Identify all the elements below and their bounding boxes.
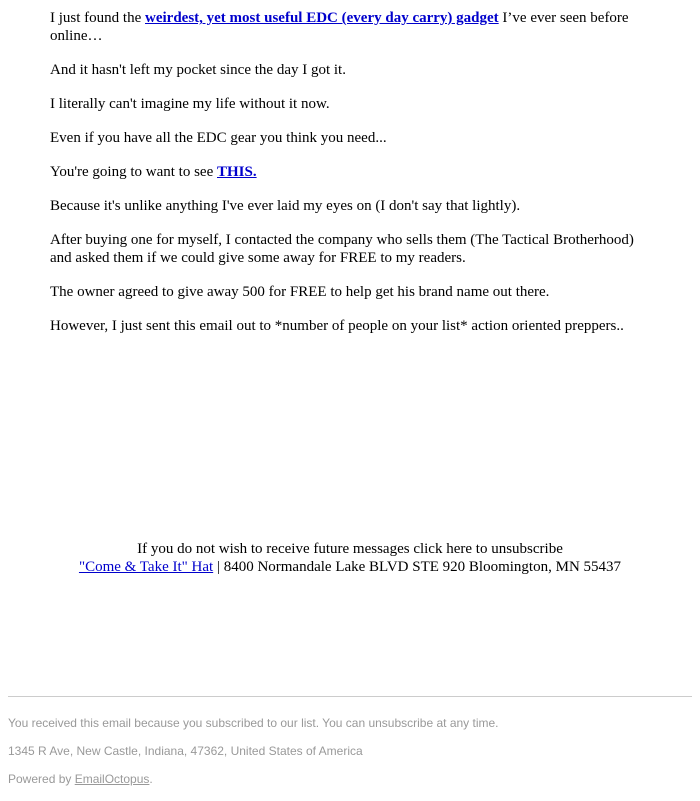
footer-address: 1345 R Ave, New Castle, Indiana, 47362, United States of America — [8, 744, 363, 758]
powered-by-prefix: Powered by — [8, 772, 75, 786]
sender-info — [0, 558, 700, 576]
paragraph-pocket: And it hasn't left my pocket since the day I got it. — [50, 62, 346, 78]
intro-text-before: I just found the — [50, 10, 145, 26]
unsubscribe-block — [0, 540, 700, 576]
see-this-text: You're going to want to see — [50, 164, 217, 180]
edc-gadget-link[interactable]: weirdest, yet most useful EDC (every day carry) gadget — [145, 10, 499, 26]
paragraph-see-this — [50, 163, 650, 181]
paragraph-buying: After buying one for myself, I contacted the company who sells them (The Tactical Brotherhood) and asked them if we could give some away for FREE to my readers. — [50, 232, 634, 266]
paragraph-unlike: Because it's unlike anything I've ever laid my eyes on (I don't say that lightly). — [50, 198, 521, 214]
footer-divider — [8, 696, 692, 697]
sender-address: | 8400 Normandale Lake BLVD STE 920 Bloomington, MN 55437 — [213, 559, 622, 575]
unsubscribe-line[interactable]: If you do not wish to receive future messages click here to unsubscribe — [137, 541, 563, 557]
email-body — [50, 9, 650, 351]
hat-link[interactable]: "Come & Take It" Hat — [78, 559, 214, 575]
powered-by-suffix: . — [149, 772, 153, 786]
powered-by — [8, 772, 692, 786]
paragraph-owner: The owner agreed to give away 500 for FREE to help get his brand name out there. — [50, 284, 550, 300]
paragraph-gear: Even if you have all the EDC gear you think you need... — [50, 130, 387, 146]
this-link[interactable]: THIS. — [217, 164, 257, 180]
email-footer — [8, 716, 692, 800]
intro-text-after: I’ve ever seen before online… — [50, 10, 629, 44]
paragraph-intro — [50, 9, 650, 45]
paragraph-preppers: However, I just sent this email out to *number of people on your list* action oriented preppers.. — [50, 318, 624, 334]
emailoctopus-link[interactable]: EmailOctopus — [74, 772, 150, 786]
paragraph-imagine: I literally can't imagine my life without it now. — [50, 96, 330, 112]
subscription-notice: You received this email because you subscribed to our list. You can unsubscribe at any time. — [8, 716, 499, 730]
